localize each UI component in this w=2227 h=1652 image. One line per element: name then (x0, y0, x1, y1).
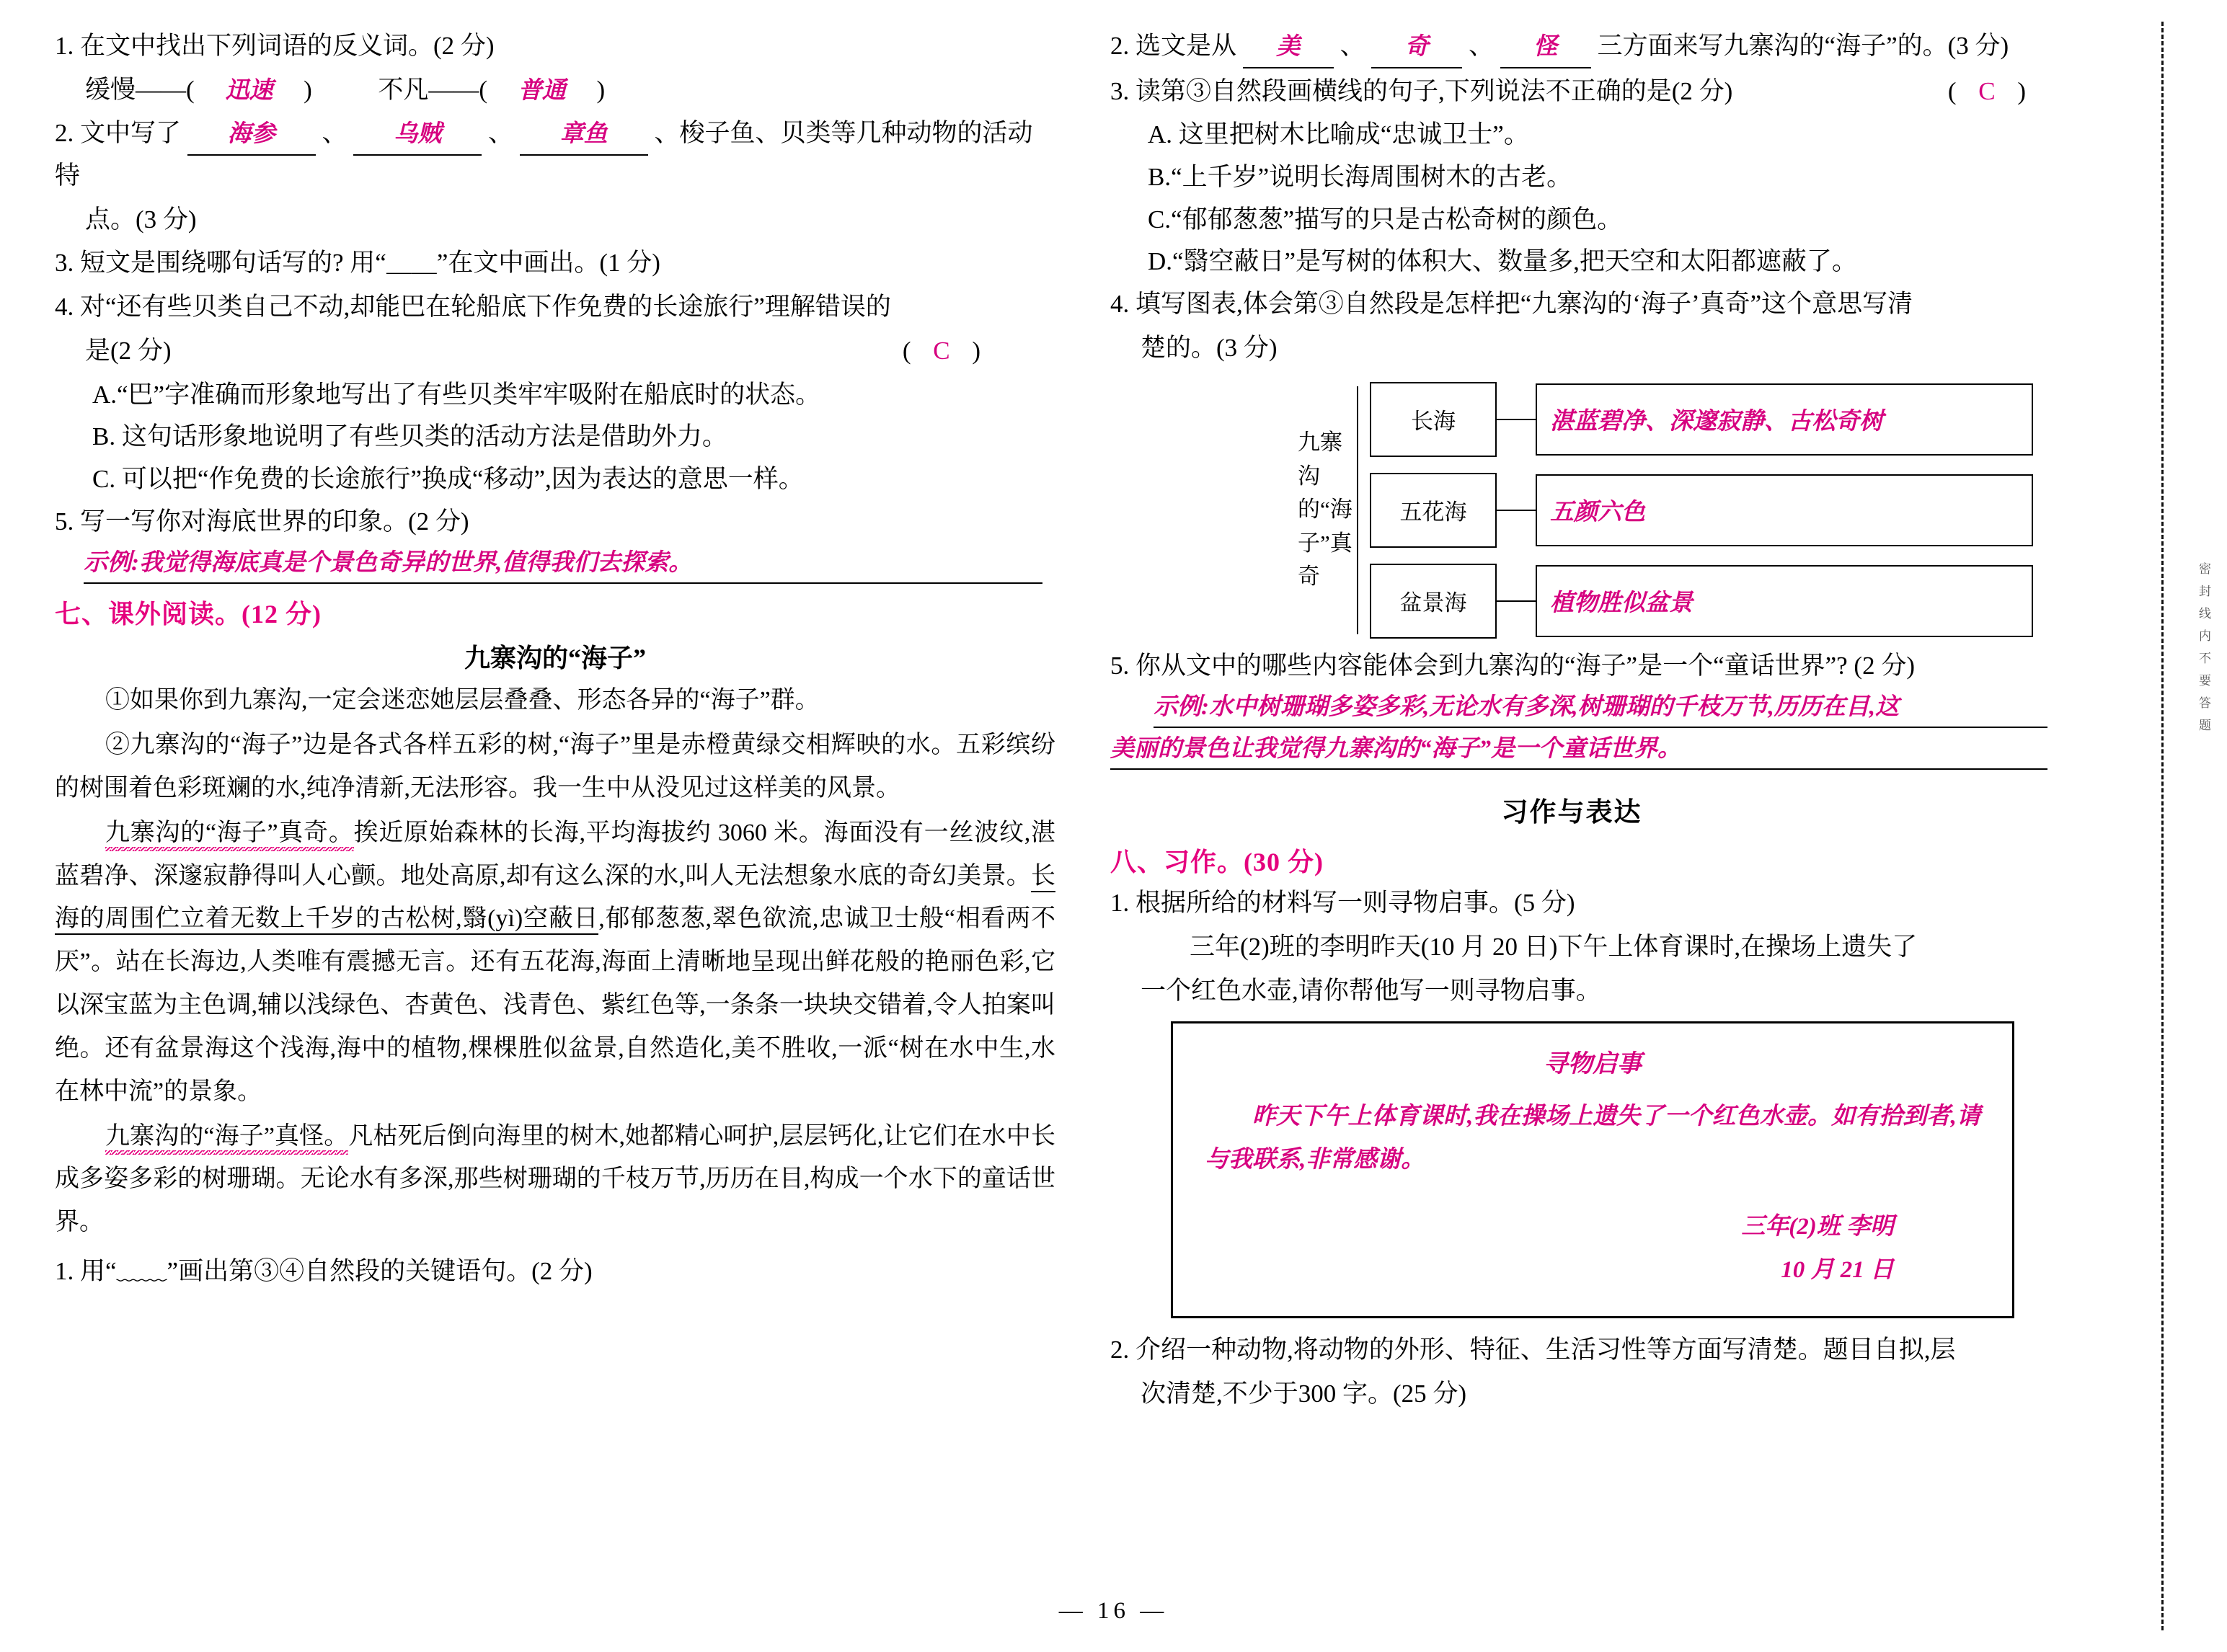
diagram-row-2-name: 盆景海 (1370, 564, 1497, 639)
question-4-option-c[interactable]: C. 可以把“作免费的长途旅行”换成“移动”,因为表达的意思一样。 (92, 464, 804, 493)
passage-paragraph-3: 九寨沟的“海子”真奇。挨近原始森林的长海,平均海拔约 3060 米。海面没有一丝波纹,湛蓝碧净、深邃寂静得叫人心颤。地处高原,却有这么深的水,叫人无法想象水底的奇幻美景。长海的周围伫立着无数上千岁的古松树,翳(yì)空蔽日,郁郁葱葱,翠色欲流,忠诚卫士般“相看两不厌”。站在长海边,人类唯有震撼无言。还有五花海,海面上清晰地呈现出鲜花般的艳丽色彩,它以深宝蓝为主色调,辅以浅绿色、杏黄色、浅青色、紫红色等,一条条一块块交错着,令人拍案叫绝。还有盆景海这个浅海,海中的植物,棵棵胜似盆景,自然造化,美不胜收,一派“树在水中生,水在林中流”的景象。 (55, 819, 1056, 1105)
question-4-number: 4. (55, 293, 74, 321)
passage-paragraph-1: ①如果你到九寨沟,一定会迷恋她层层叠叠、形态各异的“海子”群。 (105, 687, 820, 714)
writing-material-line1: 三年(2)班的李明昨天(10 月 20 日)下午上体育课时,在操场上遗失了 (1190, 932, 1918, 961)
section-seven-score: (12 分) (242, 600, 322, 629)
question-4 (55, 287, 1055, 328)
diagram-connector (1497, 510, 1536, 511)
writing-question-2-line1: 介绍一种动物,将动物的外形、特征、生活习性等方面写清楚。题目自拟,层 (1135, 1336, 1956, 1364)
right-question-3-number: 3. (1110, 76, 1130, 105)
right-question-2-tail: 三方面来写九寨沟的“海子”的。(3 分) (1597, 32, 2009, 60)
binding-label-1: 密封线内不要答题 (2197, 562, 2210, 741)
section-heading-eight (1110, 842, 2033, 879)
answer-diagram (1298, 382, 2033, 639)
q4-paren-close: ) (965, 336, 980, 365)
section-eight-score: (30 分) (1244, 848, 1324, 877)
lost-item-notice-box (1171, 1021, 2014, 1318)
question-4-line2-text: 是(2 分) (85, 336, 172, 365)
right-question-3-option-c[interactable]: C.“郁郁葱葱”描写的只是古松奇树的颜色。 (1148, 205, 1623, 234)
diagram-connector (1497, 600, 1536, 602)
question-1-number: 1. (55, 32, 74, 60)
rq2-answer-2: 怪 (1533, 34, 1558, 60)
question-2-number: 2. (55, 119, 74, 148)
question-5-number: 5. (55, 507, 74, 536)
right-question-4-number: 4. (1110, 290, 1130, 319)
rq3-paren-open: ( (1947, 76, 1963, 105)
question-5 (55, 502, 1055, 543)
notice-body: 昨天下午上体育课时,我在操场上遗失了一个红色水壶。如有拾到者,请与我联系,非常感谢。 (1205, 1103, 1980, 1173)
section-seven-label: 七、课外阅读。 (55, 600, 242, 629)
passage-key-sentence-4: 九寨沟的“海子”真怪。 (105, 1123, 348, 1155)
q1-pair-1-answer[interactable]: 普通 (518, 77, 566, 104)
q2-answer-1: 乌贼 (394, 121, 442, 148)
passage-paragraph-2: ②九寨沟的“海子”边是各式各样五彩的树,“海子”里是赤橙黄绿交相辉映的水。五彩缤纷的树围着色彩斑斓的水,纯净清新,无法形容。我一生中从没见过这样美的风景。 (55, 732, 1055, 801)
right-question-5-answer-1: 示例:水中树珊瑚多姿多彩,无论水有多深,树珊瑚的千枝万节,历历在目,这 (1154, 694, 1899, 721)
question-2-line2: 点。(3 分) (85, 205, 197, 234)
diagram-row-1-value-cell[interactable] (1536, 474, 2033, 546)
notice-signature-block (1205, 1206, 1980, 1292)
right-question-2-lead: 选文是从 (1135, 32, 1237, 60)
right-question-4-line2: 楚的。(3 分) (1141, 333, 1278, 362)
diagram-row (1370, 473, 2033, 548)
notice-title: 寻物启事 (1544, 1051, 1642, 1078)
q2-blank-2[interactable] (520, 113, 648, 156)
rq2-blank-1[interactable] (1371, 26, 1462, 68)
right-question-5-answer-line-1[interactable] (1154, 692, 2047, 728)
q2-blank-1[interactable] (353, 113, 482, 156)
writing-material-line2: 一个红色水壶,请你帮他写一则寻物启事。 (1141, 976, 1601, 1005)
diagram-row-0-value: 湛蓝碧净、深邃寂静、古松奇树 (1550, 409, 1883, 435)
right-question-4 (1110, 284, 2033, 325)
page-number: — 16 — (1058, 1598, 1169, 1624)
question-1-text: 在文中找出下列词语的反义词。(2 分) (80, 32, 495, 60)
right-question-2-number: 2. (1110, 32, 1130, 60)
right-question-3-text: 读第③自然段画横线的句子,下列说法不正确的是(2 分) (1135, 76, 1733, 105)
section-eight-label: 八、习作。 (1110, 848, 1244, 877)
writing-question-2-number: 2. (1110, 1336, 1130, 1364)
passage-title: 九寨沟的“海子” (464, 644, 646, 673)
right-question-5-text: 你从文中的哪些内容能体会到九寨沟的“海子”是一个“童话世界”? (2 分) (1135, 651, 1915, 680)
right-question-5-answer-2: 美丽的景色让我觉得九寨沟的“海子”是一个童话世界。 (1110, 736, 1681, 763)
passage-paragraph-4-rest: 凡枯死后倒向海里的树木,她都精心呵护,层层钙化,让它们在水中长成多姿多彩的树珊瑚。无论水有多深,那些树珊瑚的千枝万节,历历在目,构成一个水下的童话世界。 (55, 1122, 1055, 1236)
right-question-3-option-b[interactable]: B.“上千岁”说明长海周围树木的古老。 (1148, 163, 1572, 192)
left-column (0, 26, 1074, 1418)
q1-pair-0-prompt: 缓慢——( (85, 75, 195, 104)
passage-paragraph-3-rest: 挨近原始森林的长海,平均海拔约 3060 米。海面没有一丝波纹,湛蓝碧净、深邃寂静得叫人心颤。地处高原,却有这么深的水,叫人无法想象水底的奇幻美景。 (55, 819, 1055, 889)
q4-answer[interactable]: C (933, 336, 950, 365)
diagram-row-2-value: 植物胜似盆景 (1550, 590, 1693, 616)
diagram-row-2-value-cell[interactable] (1536, 565, 2033, 637)
diagram-connector (1497, 419, 1536, 420)
writing-question-1-text: 根据所给的材料写一则寻物启事。(5 分) (1135, 889, 1575, 918)
writing-question-2 (1110, 1330, 2033, 1371)
right-question-4-line1: 填写图表,体会第③自然段是怎样把“九寨沟的‘海子’真奇”这个意思写清 (1135, 290, 1913, 319)
diagram-row-1-value: 五颜六色 (1550, 499, 1645, 525)
right-question-5-answer-line-2[interactable] (1110, 734, 2047, 770)
right-question-3-option-d[interactable]: D.“翳空蔽日”是写树的体积大、数量多,把天空和太阳都遮蔽了。 (1148, 247, 1857, 276)
passage-key-sentence-3: 九寨沟的“海子”真奇。 (105, 820, 354, 851)
diagram-brace (1357, 386, 1364, 634)
diagram-row-0-value-cell[interactable] (1536, 383, 2033, 456)
right-question-2: 2. 选文是从 美 、 奇 、 怪 三方面来写九寨沟的“海子”的。(3 分) (1110, 26, 2033, 68)
question-5-answer: 示例:我觉得海底真是个景色奇异的世界,值得我们去探索。 (84, 550, 693, 577)
writing-question-2-line2: 次清楚,不少于300 字。(25 分) (1141, 1379, 1467, 1408)
notice-date: 10 月 21 日 (1781, 1256, 1894, 1283)
q1-pair-1-close: ) (596, 75, 606, 104)
section-heading-seven (55, 594, 1055, 631)
diagram-row (1370, 564, 2033, 639)
passage-question-1-number: 1. (55, 1257, 74, 1286)
diagram-row-0-name: 长海 (1370, 382, 1497, 457)
notice-signer: 三年(2)班 李明 (1741, 1214, 1894, 1240)
right-question-5-number: 5. (1110, 651, 1130, 680)
question-4-text-line1: 对“还有些贝类自己不动,却能巴在轮船底下作免费的长途旅行”理解错误的 (80, 293, 891, 321)
rq2-answer-0: 美 (1276, 34, 1301, 60)
question-2-lead: 文中写了 (80, 119, 182, 148)
q4-paren-open: ( (902, 336, 918, 365)
writing-question-1 (1110, 883, 2033, 924)
diagram-root-label: 九寨沟的“海子”真奇 (1298, 430, 1352, 590)
passage-paragraph-4 (55, 1115, 1055, 1244)
diagram-row (1370, 382, 2033, 457)
question-3 (55, 243, 1055, 284)
question-5-answer-line[interactable] (84, 548, 1042, 584)
rq2-answer-1: 奇 (1404, 34, 1429, 60)
passage-question-1 (55, 1251, 1055, 1292)
q1-pair-0-answer[interactable]: 迅速 (225, 77, 273, 104)
right-question-3-option-a[interactable]: A. 这里把树木比喻成“忠诚卫士”。 (1148, 120, 1529, 149)
question-5-text: 写一写你对海底世界的印象。(2 分) (80, 507, 469, 536)
question-4-line2 (55, 331, 1055, 372)
right-column (1074, 26, 2148, 1418)
rq3-paren-close: ) (2011, 76, 2026, 105)
right-question-3 (1110, 71, 2033, 112)
question-4-option-b[interactable]: B. 这句话形象地说明了有些贝类的活动方法是借助外力。 (92, 422, 727, 451)
passage-question-1-text: 用“﹏﹏”画出第③④自然段的关键语句。(2 分) (80, 1257, 593, 1286)
diagram-row-1-name: 五花海 (1370, 473, 1497, 548)
q2-answer-0: 海参 (227, 121, 275, 148)
question-4-option-a[interactable]: A.“巴”字准确而形象地写出了有些贝类牢牢吸附在船底时的状态。 (92, 380, 821, 409)
q1-pair-0-close: ) (304, 75, 312, 104)
q2-answer-2: 章鱼 (559, 121, 608, 148)
rq2-blank-0[interactable] (1243, 26, 1334, 68)
q2-blank-0[interactable] (187, 113, 316, 156)
diagram-rows (1370, 382, 2033, 639)
rq2-blank-2[interactable] (1500, 26, 1591, 68)
question-2-tail: 、梭子鱼、贝类等几种动物的活动特 (55, 119, 1033, 190)
passage-underlined-sentence: 长海的周围伫立着无数上千岁的古松树,翳(yì)空蔽日 (55, 863, 1055, 936)
right-question-5 (1110, 646, 2033, 687)
writing-question-1-number: 1. (1110, 889, 1130, 918)
question-3-text: 短文是围绕哪句话写的? 用“＿＿”在文中画出。(1 分) (80, 249, 660, 277)
band-title-composition: 习作与表达 (1501, 798, 1642, 828)
question-2: 2. 文中写了 海参 、 乌贼 、 章鱼 、梭子鱼、贝类等几种动物的活动特 (55, 113, 1055, 196)
question-1-pairs (55, 70, 1055, 111)
question-3-number: 3. (55, 249, 74, 277)
rq3-answer[interactable]: C (1978, 76, 1996, 105)
question-1 (55, 26, 1055, 67)
q1-pair-1-prompt: 不凡——( (378, 75, 487, 104)
two-column-body (0, 26, 2227, 1418)
